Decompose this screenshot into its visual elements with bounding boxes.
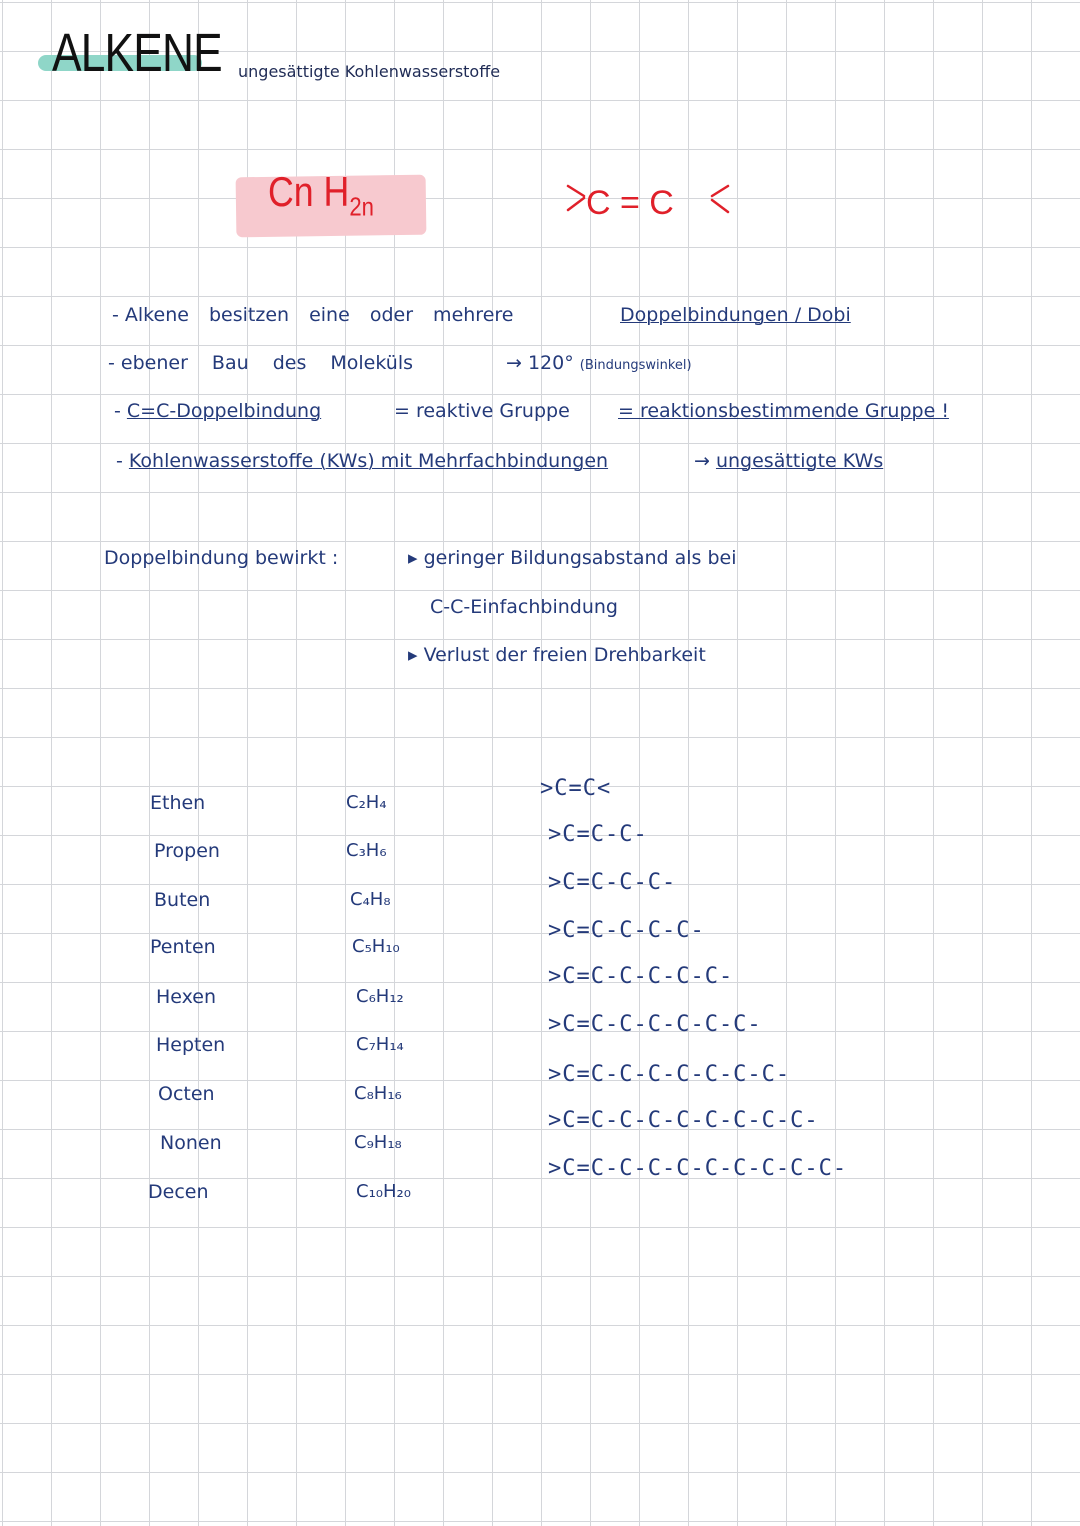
alkene-structure: >C=C-C-C-C-C-C-C-C- bbox=[548, 1108, 819, 1133]
alkene-structure: >C=C-C-C-C-C-C-C- bbox=[548, 1062, 791, 1087]
bullet-1-dobi: Doppelbindungen / Dobi bbox=[620, 304, 851, 326]
bullet-3-determining: = reaktionsbestimmende Gruppe ! bbox=[618, 400, 949, 422]
alkene-formula: C₂H₄ bbox=[346, 792, 387, 813]
alkene-formula: C₃H₆ bbox=[346, 840, 387, 861]
bullet-3-group: = reaktive Gruppe bbox=[394, 400, 570, 422]
alkene-name: Decen bbox=[148, 1181, 209, 1203]
alkene-name: Buten bbox=[154, 889, 211, 911]
alkene-structure: >C=C< bbox=[540, 776, 612, 801]
alkene-formula: C₄H₈ bbox=[350, 889, 391, 910]
alkene-structure: >C=C-C-C-C- bbox=[548, 918, 705, 943]
page-subtitle: ungesättigte Kohlenwasserstoffe bbox=[238, 62, 501, 81]
alkene-formula: C₉H₁₈ bbox=[354, 1132, 402, 1153]
alkene-structure: >C=C-C-C-C-C- bbox=[548, 964, 734, 989]
page-title: ALKENE bbox=[52, 23, 222, 83]
bullet-2-angle: → 120° (Bindungswinkel) bbox=[506, 352, 692, 374]
alkene-name: Hexen bbox=[156, 986, 217, 1008]
alkene-name: Ethen bbox=[150, 792, 206, 814]
alkene-structure: >C=C-C- bbox=[548, 822, 648, 847]
alkene-formula: C₅H₁₀ bbox=[352, 936, 400, 957]
effects-label: Doppelbindung bewirkt : bbox=[104, 547, 339, 569]
alkene-formula: C₇H₁₄ bbox=[356, 1034, 404, 1055]
alkene-name: Hepten bbox=[156, 1034, 226, 1056]
effect-1: ▸ geringer Bildungsabstand als bei bbox=[408, 547, 737, 569]
bullet-2: - ebener Bau des Moleküls bbox=[108, 352, 413, 374]
alkene-formula: C₁₀H₂₀ bbox=[356, 1181, 411, 1202]
alkene-structure: >C=C-C-C-C-C-C- bbox=[548, 1012, 762, 1037]
alkene-name: Propen bbox=[154, 840, 220, 862]
alkene-structure: >C=C-C-C- bbox=[548, 870, 677, 895]
bullet-4: - Kohlenwasserstoffe (KWs) mit Mehrfachbindungen bbox=[116, 450, 609, 472]
double-bond-text: C = C bbox=[586, 184, 674, 222]
effect-1-line2: C-C-Einfachbindung bbox=[430, 596, 618, 618]
bullet-1: - Alkene besitzen eine oder mehrere bbox=[112, 304, 514, 326]
effect-2: ▸ Verlust der freien Drehbarkeit bbox=[408, 644, 706, 666]
bullet-4-result: → ungesättigte KWs bbox=[694, 450, 884, 472]
alkene-name: Penten bbox=[150, 936, 216, 958]
alkene-formula: C₆H₁₂ bbox=[356, 986, 404, 1007]
general-formula: Cn $H_{2n}$ bbox=[268, 168, 374, 222]
alkene-formula: C₈H₁₆ bbox=[354, 1083, 402, 1104]
alkene-structure: >C=C-C-C-C-C-C-C-C-C- bbox=[548, 1156, 848, 1181]
alkene-name: Nonen bbox=[160, 1132, 222, 1154]
bullet-3: - C=C-Doppelbindung bbox=[114, 400, 322, 422]
double-bond-structure bbox=[560, 182, 740, 236]
alkene-name: Octen bbox=[158, 1083, 215, 1105]
